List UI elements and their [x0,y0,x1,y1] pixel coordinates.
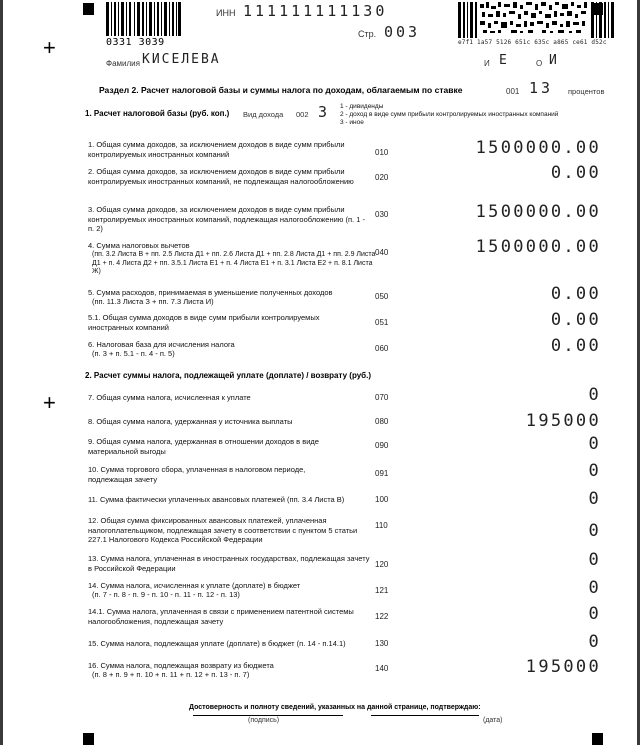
plus-marker: + [43,390,56,415]
page-number: 003 [384,23,421,41]
part2-title: 2. Расчет суммы налога, подлежащей уплате (доплате) / возврату (руб.) [85,371,371,380]
tax-form-page: 0331 3039 ИНН 111111111130 Стр. 003 e7f1 1a57 5126 651c 635c a865 ce61 d52c + + Фамилия КИСЕЛЕВА И Е О И Раздел 2. Расчет налоговой базы и суммы налога по доходам, облагаемым по ставке 001 13 процентов 1. Расчет налоговой базы (руб. коп.) Вид дохода 002 3 1 - дивиденды 2 - доход в виде сумм прибыли контролируемых иностранных компаний 3 - иное 1. Общая сумма доходов, за исключением доходов в виде сумм прибыли контролируемых иностранных компаний 010 1500000.00 2. Общая сумма доходов, за исключением доходов в виде сумм прибыли контролируемых иностранных компаний, не подлежащая налогообложению 020 0.00 3. Общая сумма доходов, за исключением доходов в виде сумм прибыли контролируемых иностранных компаний, подлежащая налогообложению (п. 1 - п. 2) 030 1500000.00 4. Сумма налоговых вычетов (пп. 3.2 Листа В + пп. 2.5 Листа Д1 + пп. 2.6 Листа Д1 + пп. 2.8 Листа Д1 + пп. 2.9 Листа Д1 + п. 4 Листа Д2 + пп. 3.5.1 Листа Е1 + п. 4 Листа Е1 + п. 3.1 Листа Е2 + п. 8.1 Листа Ж) 040 1500000.00 5. Сумма расходов, принимаемая в уменьшение полученных доходов (пп. 11.3 Листа З + пп. 7.3 Листа И) 050 0.00 5.1. Общая сумма доходов в виде сумм прибыли контролируемых иностранных компаний 051 0.00 6. Налоговая база для исчисления налога (п. 3 + п. 5.1 - п. 4 - п. 5) 060 0.00 2. Расчет суммы налога, подлежащей уплате (доплате) / возврату (руб.) 7. Общая сумма налога, исчисленная к уплате 070 0 8. Общая сумма налога, удержанная у источника выплаты 080 195000 9. Общая сумма налога, удержанная в отношении доходов в виде материальной выгоды 090 0 10. Сумма торгового сбора, уплаченная в налоговом периоде, подлежащая зачету 091 0 11. Сумма фактически уплаченных авансовых платежей (пп. 3.4 Листа В) 100 0 12. Общая сумма фиксированных авансовых платежей, уплаченная налогоплательщиком, подлежащая зачету в соответствии с пунктом 5 статьи 227.1 Налогового Кодекса Российской Федерации 110 0 13. Сумма налога, уплаченная в иностранных государствах, подлежащая зачету в Российской Федерации 120 0 14. Сумма налога, исчисленная к уплате (доплате) в бюджет (п. 7 - п. 8 - п. 9 - п. 10 - п. 11 - п. 12 - п. 13) 121 0 14.1. Сумма налога, уплаченная в связи с применением патентной системы налогообложения, подлежащая зачету 122 0 15. Сумма налога, подлежащая уплате (доплате) в бюджет (п. 14 - п.14.1) 130 0 16. Сумма налога, подлежащая возврату из бюджета (п. 8 + п. 9 + п. 10 + п. 11 + п. 12 + п. 13 - п. 7) 140 195000 Достоверность и полноту сведений, указанных на данной странице, подтверждаю: (подпись) (дата) [3,0,637,745]
plus-marker: + [43,35,56,60]
surname-label: Фамилия [106,59,140,68]
inn-label: ИНН [216,8,236,18]
rate-value: 13 [529,79,554,97]
barcode-left [106,2,181,36]
rate-code: 001 [506,87,520,96]
qr-caption: e7f1 1a57 5126 651c 635c a865 ce61 d52c [458,39,607,46]
initial-name: Е [499,53,507,68]
date-label: (дата) [483,717,503,724]
inn-value: 111111111130 [243,2,388,20]
qr-barcode [458,2,616,38]
corner-marker [592,733,603,745]
date-line [371,715,479,716]
initials-label-o: О [536,59,543,68]
signature-line [193,715,343,716]
barcode-number: 0331 3039 [106,37,165,48]
confirmation-text: Достоверность и полноту сведений, указанных на данной странице, подтверждаю: [189,704,481,711]
initials-label-i: И [484,59,490,68]
income-type-legend: 1 - дивиденды 2 - доход в виде сумм прибыли контролируемых иностранных компаний 3 - иное [340,103,559,126]
corner-marker [83,3,94,15]
page-label: Стр. [358,29,377,39]
initial-patronymic: И [549,53,557,68]
surname-value: КИСЕЛЕВА [142,52,221,67]
income-type-code: 002 [296,110,309,119]
section-title: Раздел 2. Расчет налоговой базы и суммы налога по доходам, облагаемым по ставке [99,85,463,95]
income-type-label: Вид дохода [243,110,284,119]
income-type-value: 3 [318,103,328,121]
part1-title: 1. Расчет налоговой базы (руб. коп.) [85,109,230,118]
corner-marker [83,733,94,745]
signature-label: (подпись) [248,717,280,724]
rate-unit: процентов [568,87,605,96]
